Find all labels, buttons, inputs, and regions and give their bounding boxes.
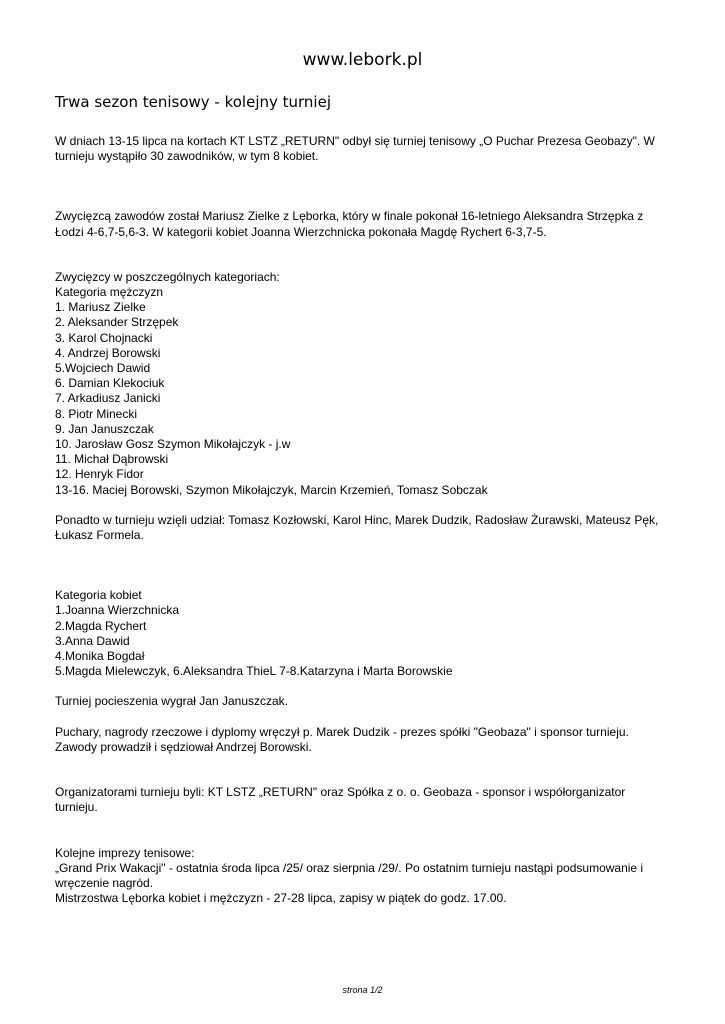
winners-line: Zwycięzcą zawodów został Mariusz Zielke z Lęborka, który w finale pokonał 16-letniego Aleksandra Strzępka z: [55, 209, 644, 224]
men-list-item: 1. Mariusz Zielke: [55, 300, 146, 315]
women-list-item: 3.Anna Dawid: [55, 633, 130, 648]
consolation-line: Turniej pocieszenia wygrał Jan Januszczak.: [55, 694, 288, 709]
intro-line: W dniach 13-15 lipca na kortach KT LSTZ „RETURN" odbył się turniej tenisowy „O Puchar Prezesa Geobazy". W: [55, 134, 655, 148]
men-list-item: 13-16. Maciej Borowski, Szymon Mikołajczyk, Marcin Krzemień, Tomasz Sobczak: [55, 482, 488, 497]
winners-line: Łodzi 4-6,7-5,6-3. W kategorii kobiet Joanna Wierzchnicka pokonała Magdę Rychert 6-3,7-5.: [55, 224, 547, 239]
upcoming-line: wręczenie nagród.: [55, 875, 154, 890]
upcoming-line: Kolejne imprezy tenisowe:: [55, 845, 195, 860]
prizes-line: Puchary, nagrody rzeczowe i dyplomy wręczył p. Marek Dudzik - prezes spółki "Geobaza" i sponsor turnieju.: [55, 724, 629, 739]
men-list-item: 5.Wojciech Dawid: [55, 361, 151, 376]
intro-line: turnieju wystąpiło 30 zawodników, w tym 8 kobiet.: [55, 149, 319, 164]
men-list-item: 2. Aleksander Strzępek: [55, 315, 179, 330]
men-heading: Kategoria mężczyzn: [55, 285, 164, 300]
participants-line: Ponadto w turnieju wzięli udział: Tomasz Kozłowski, Karol Hinc, Marek Dudzik, Radosław Żurawski, Mateusz Pęk,: [55, 512, 659, 527]
organizers-line: Organizatorami turnieju byli: KT LSTZ „RETURN" oraz Spółka z o. o. Geobaza - sponsor i współorganizator: [55, 785, 626, 800]
site-url: www.lebork.pl: [302, 50, 423, 70]
categories-heading: Zwycięzcy w poszczególnych kategoriach:: [55, 269, 280, 284]
upcoming-line: „Grand Prix Wakacji" - ostatnia środa lipca /25/ oraz sierpnia /29/. Po ostatnim turnieju nastąpi podsumowanie i: [55, 860, 644, 875]
men-list-item: 12. Henryk Fidor: [55, 467, 144, 482]
women-list-item: 4.Monika Bogdał: [55, 649, 145, 664]
article-body: [55, 134, 675, 906]
women-heading: Kategoria kobiet: [55, 588, 142, 603]
upcoming-line: Mistrzostwa Lęborka kobiet i mężczyzn - 27-28 lipca, zapisy w piątek do godz. 17.00.: [55, 891, 507, 906]
women-list-item: 1.Joanna Wierzchnicka: [55, 603, 180, 618]
men-list-item: 8. Piotr Minecki: [55, 406, 138, 421]
article-title: Trwa sezon tenisowy - kolejny turniej: [55, 93, 331, 111]
prizes-line: Zawody prowadził i sędziował Andrzej Borowski.: [55, 739, 312, 754]
organizers-line: turnieju.: [55, 800, 98, 815]
men-list-item: 9. Jan Januszczak: [55, 421, 154, 436]
men-list-item: 6. Damian Klekociuk: [55, 376, 165, 391]
men-list-item: 4. Andrzej Borowski: [55, 345, 161, 360]
men-list-item: 10. Jarosław Gosz Szymon Mikołajczyk - j.w: [55, 437, 291, 452]
women-list-item: 5.Magda Mielewczyk, 6.Aleksandra ThieL 7-8.Katarzyna i Marta Borowskie: [55, 664, 453, 679]
page-number: strona 1/2: [342, 985, 383, 995]
men-list-item: 3. Karol Chojnacki: [55, 330, 153, 345]
women-list-item: 2.Magda Rychert: [55, 618, 147, 633]
men-list-item: 7. Arkadiusz Janicki: [55, 391, 161, 406]
men-list-item: 11. Michał Dąbrowski: [55, 452, 169, 467]
participants-line: Łukasz Formela.: [55, 528, 144, 543]
